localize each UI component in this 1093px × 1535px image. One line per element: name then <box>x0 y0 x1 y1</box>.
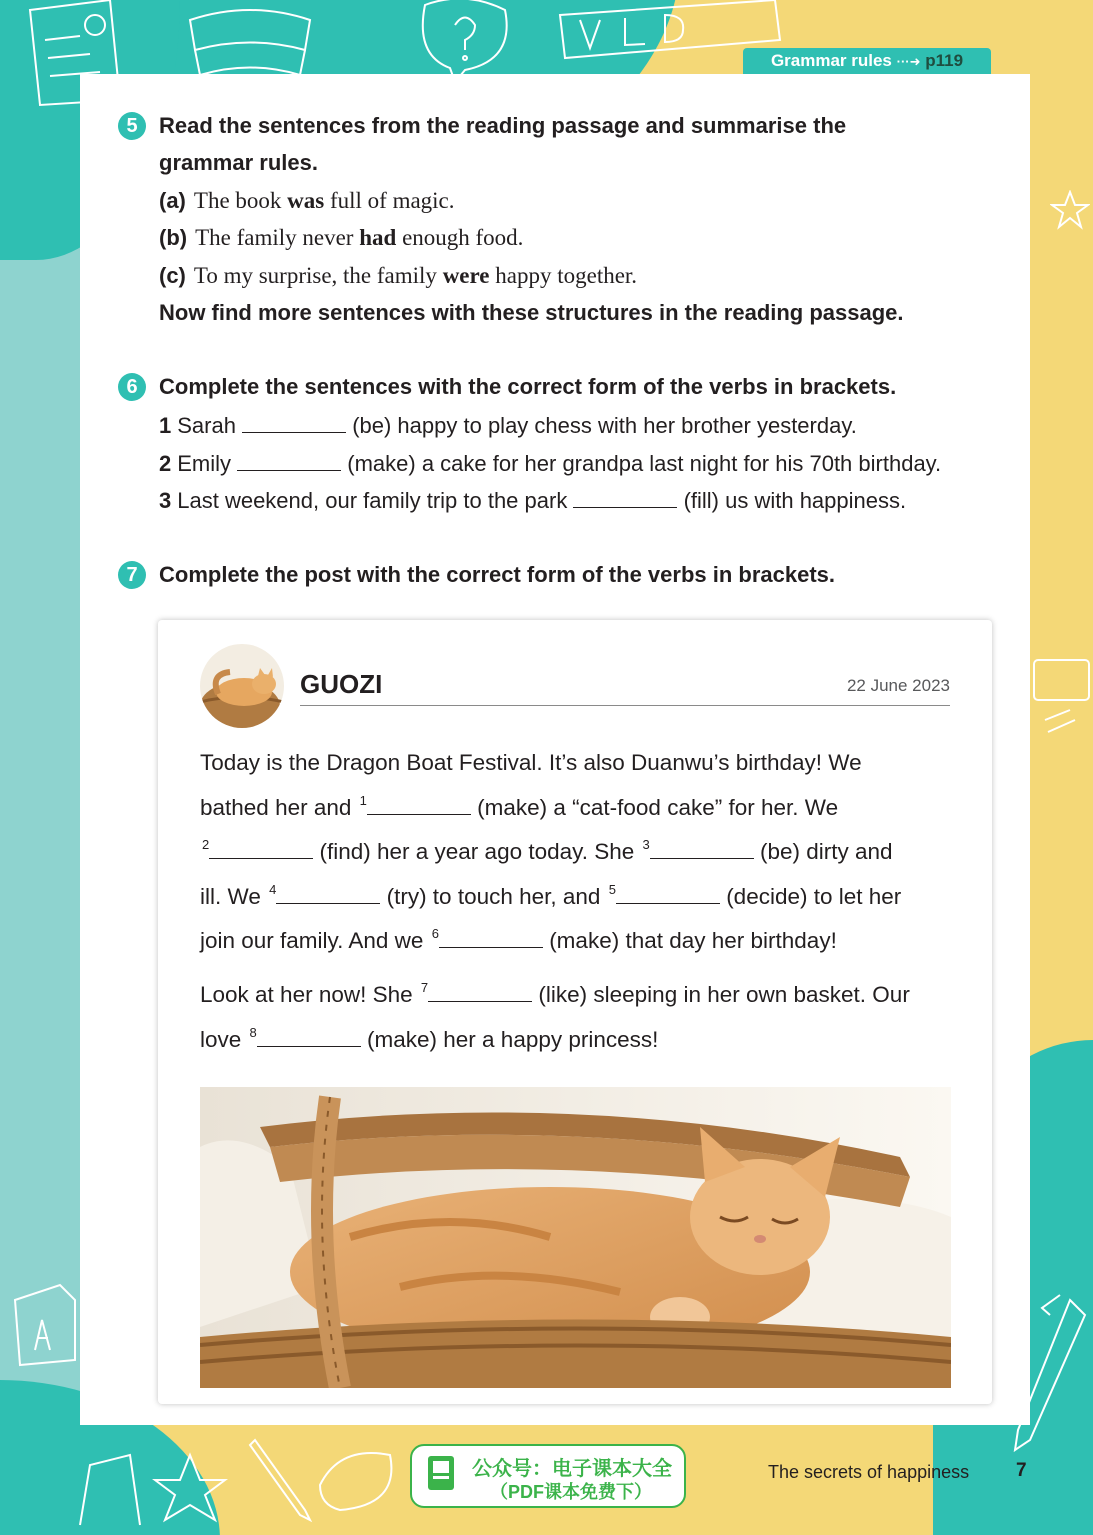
exercise-6-item-3 <box>159 485 906 516</box>
post-author: GUOZI <box>300 669 383 699</box>
answer-blank[interactable] <box>276 881 380 904</box>
sentence-b <box>159 223 523 253</box>
answer-blank[interactable] <box>650 836 754 859</box>
exercise-5-number: 5 <box>118 112 146 140</box>
stamp-line-1: 公众号：电子课本大全 <box>472 1458 672 1480</box>
exercise-7-instruction: Complete the post with the correct form of the verbs in brackets. <box>159 562 836 587</box>
cat-avatar-icon <box>200 644 284 728</box>
post-text: (make) that day her birthday! <box>542 928 837 953</box>
item-text: (fill) us with happiness. <box>677 488 907 513</box>
post-paragraph-1 <box>200 744 960 960</box>
post-line <box>200 744 960 782</box>
post-text: (decide) to let her <box>719 883 902 909</box>
post-text: bathed her and <box>200 794 358 820</box>
answer-blank[interactable] <box>616 881 720 904</box>
post-line <box>200 871 960 916</box>
blank-number: 7 <box>420 980 429 995</box>
header-divider <box>300 705 950 706</box>
sentence-label: (b) <box>159 225 188 250</box>
post-text: (find) her a year ago today. She <box>313 839 641 864</box>
grammar-reference-tag[interactable] <box>743 48 991 74</box>
page-number: 7 <box>1016 1460 1027 1481</box>
sentence-a <box>159 186 455 216</box>
sentence-text: full of magic. <box>324 188 455 213</box>
item-text: Sarah <box>177 413 243 438</box>
answer-blank[interactable] <box>209 836 313 859</box>
sentence-bold-verb: had <box>359 225 397 250</box>
post-text: ill. We <box>200 883 268 909</box>
star-doodle-icon <box>1050 190 1090 230</box>
item-text: (make) a cake for her grandpa last night for his 70th birthday. <box>341 451 942 476</box>
sleeping-cat-image-icon <box>200 1087 951 1388</box>
blank-number: 1 <box>359 792 367 808</box>
exercise-5-instruction <box>159 107 846 181</box>
unit-title: The secrets of happiness <box>768 1462 970 1482</box>
stamp-line-2: （PDF课本免费下） <box>490 1482 652 1502</box>
diary-doodle-icon <box>1030 620 1093 760</box>
sentence-text: enough food. <box>396 225 524 250</box>
item-number: 2 <box>159 451 172 476</box>
post-text: join our family. And we <box>200 928 430 953</box>
post-date: 22 June 2023 <box>846 676 950 695</box>
sentence-text: To my surprise, the family <box>193 263 443 288</box>
books-doodle-icon <box>180 0 320 80</box>
reference-page: p119 <box>925 51 964 70</box>
blank-number: 5 <box>608 881 616 897</box>
letter-block-doodle-icon <box>10 1280 80 1370</box>
sentence-label: (c) <box>159 263 186 288</box>
grammar-rules-label: Grammar rules <box>770 51 892 70</box>
sentence-c <box>159 261 637 291</box>
question-bubble-doodle-icon <box>415 0 515 85</box>
social-post-card <box>158 620 992 1404</box>
bottom-doodles-icon <box>70 1425 400 1535</box>
cat-in-basket-photo <box>200 1087 951 1388</box>
sentence-text: happy together. <box>489 263 638 288</box>
exercise-6-number: 6 <box>118 373 146 401</box>
blank-number: 8 <box>249 1024 257 1040</box>
sentence-bold-verb: were <box>442 263 490 288</box>
blank-number: 2 <box>202 837 210 852</box>
item-number: 3 <box>159 488 172 513</box>
exercise-7-number: 7 <box>118 561 146 589</box>
item-text: Emily <box>177 451 238 476</box>
post-text: (make) her a happy princess! <box>360 1026 659 1052</box>
item-text: (be) happy to play chess with her brother yesterday. <box>346 413 857 438</box>
book-stamp-icon <box>426 1454 456 1494</box>
arrow-icon: ···➜ <box>896 54 921 69</box>
post-line <box>200 826 960 871</box>
exercise-5-instruction-line1: Read the sentences from the reading passage and summarise the <box>159 113 847 138</box>
answer-blank[interactable] <box>242 410 346 433</box>
watermark-stamp <box>410 1444 686 1508</box>
answer-blank[interactable] <box>439 925 543 948</box>
post-text: (be) dirty and <box>753 839 893 864</box>
item-number: 1 <box>159 413 172 438</box>
sentence-text: The family never <box>195 225 360 250</box>
post-text: (make) a “cat-food cake” for her. We <box>470 794 839 820</box>
post-line <box>200 915 960 960</box>
answer-blank[interactable] <box>237 448 341 471</box>
post-text: love <box>200 1026 248 1052</box>
answer-blank[interactable] <box>367 792 471 815</box>
post-line <box>200 782 960 827</box>
exercise-5-instruction-line2: grammar rules. <box>159 150 318 175</box>
avatar <box>200 644 284 728</box>
sentence-bold-verb: was <box>287 188 325 213</box>
post-paragraph-2 <box>200 969 960 1058</box>
post-text: (like) sleeping in her own basket. Our <box>532 982 910 1007</box>
answer-blank[interactable] <box>573 485 677 508</box>
post-line <box>200 1014 960 1059</box>
answer-blank[interactable] <box>428 979 532 1002</box>
post-text: Look at her now! She <box>200 982 419 1007</box>
blank-number: 4 <box>269 881 277 897</box>
exercise-5-followup: Now find more sentences with these structures in the reading passage. <box>159 300 904 325</box>
answer-blank[interactable] <box>257 1024 361 1047</box>
sentence-text: The book <box>193 188 288 213</box>
blank-number: 3 <box>642 837 650 852</box>
post-text: Today is the Dragon Boat Festival. It’s also Duanwu’s birthday! We <box>200 750 862 775</box>
sentence-label: (a) <box>159 188 186 213</box>
exercise-6-instruction: Complete the sentences with the correct form of the verbs in brackets. <box>159 374 897 399</box>
item-text: Last weekend, our family trip to the park <box>177 488 574 513</box>
exercise-6-item-2 <box>159 448 941 479</box>
exercise-6-item-1 <box>159 410 857 441</box>
blank-number: 6 <box>431 926 439 941</box>
post-line <box>200 969 960 1014</box>
post-text: (try) to touch her, and <box>380 883 607 909</box>
